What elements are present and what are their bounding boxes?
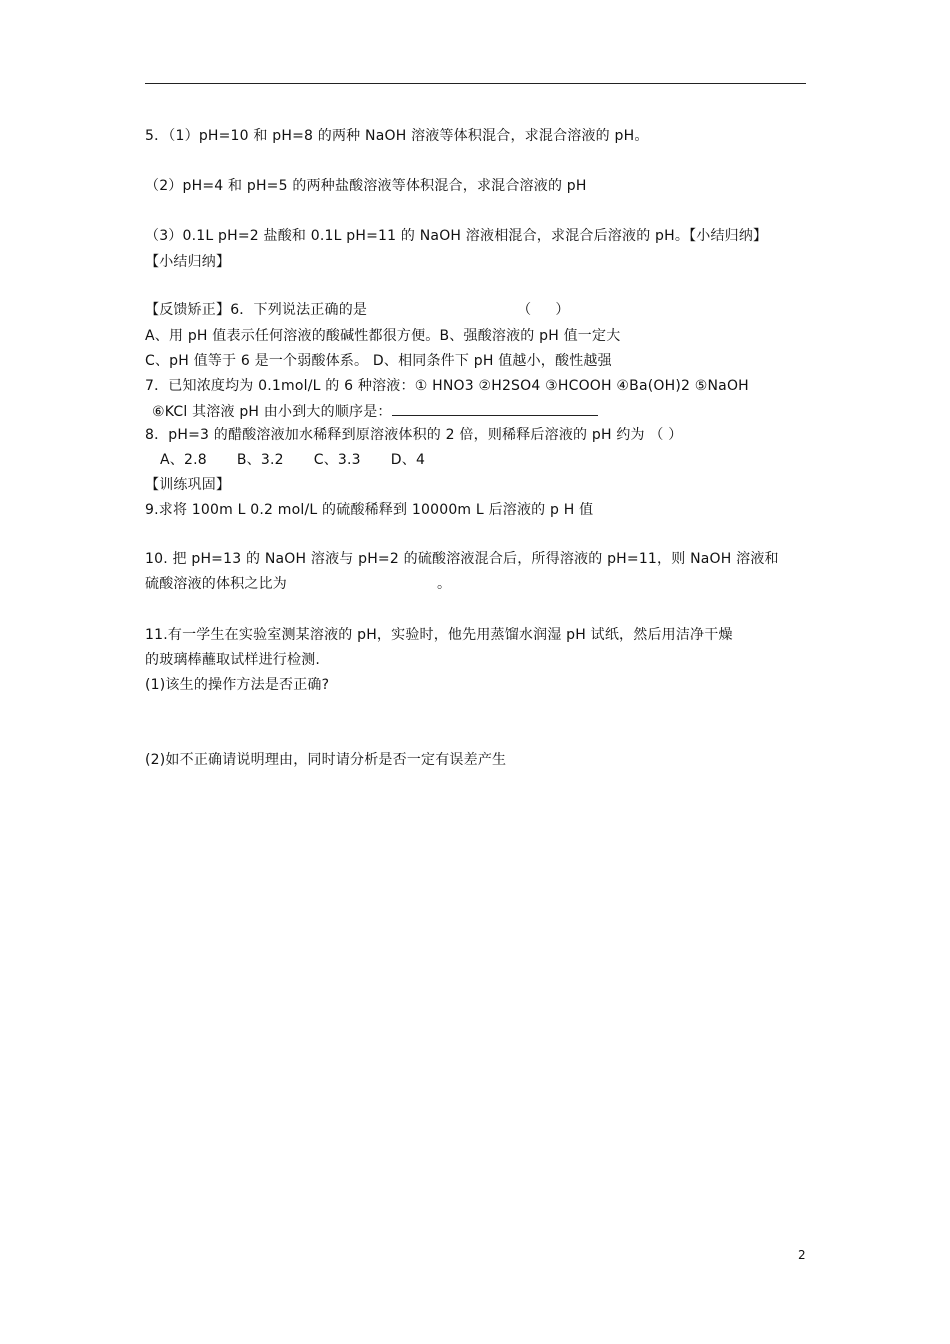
q6-paren-left: （ [517, 302, 532, 318]
q10-line2 [145, 574, 810, 594]
consolidate-heading: 【训练巩固】 [145, 477, 231, 493]
q6-options-ab: A、用 pH 值表示任何溶液的酸碱性都很方便。B、强酸溶液的 pH 值一定大 [145, 328, 621, 344]
q9-text: 9.求将 100m L 0.2 mol/L 的硫酸稀释到 10000m L 后溶液的 p H 值 [145, 502, 594, 518]
q5-part3: （3）0.1L pH=2 盐酸和 0.1L pH=11 的 NaOH 溶液相混合，求混合后溶液的 pH。【小结归纳】 [145, 228, 768, 244]
q6-stem-text: 【反馈矫正】6．下列说法正确的是 [145, 302, 368, 318]
q7-line1: 7．已知浓度均为 0.1mol/L 的 6 种溶液：① HNO3 ②H2SO4 ③HCOOH ④Ba(OH)2 ⑤NaOH [145, 378, 749, 394]
q8-options [160, 450, 825, 470]
q8-option-d: D、4 [390, 452, 426, 468]
q11-sub2: (2)如不正确请说明理由，同时请分析是否一定有误差产生 [145, 752, 507, 768]
q5-part2: （2）pH=4 和 pH=5 的两种盐酸溶液等体积混合，求混合溶液的 pH [145, 178, 587, 194]
q6-stem [145, 300, 810, 320]
q7-answer-blank [392, 401, 598, 416]
q8-option-b: B、3.2 [236, 452, 284, 468]
q11-line1: 11.有一学生在实验室测某溶液的 pH，实验时，他先用蒸馏水润湿 pH 试纸，然后用洁净干燥 [145, 627, 733, 643]
q6-options-cd: C、pH 值等于 6 是一个弱酸体系。 D、相同条件下 pH 值越小，酸性越强 [145, 353, 612, 369]
q10-line2-text: 硫酸溶液的体积之比为 [145, 576, 287, 592]
q10-line2-end: 。 [437, 576, 452, 592]
q8-option-a: A、2.8 [160, 452, 207, 468]
q7-line2-text: ⑥KCl 其溶液 pH 由小到大的顺序是： [152, 404, 392, 420]
q10-line1: 10. 把 pH=13 的 NaOH 溶液与 pH=2 的硫酸溶液混合后，所得溶液的 pH=11，则 NaOH 溶液和 [145, 551, 779, 567]
page-number: 2 [798, 1248, 806, 1262]
q5-summary-heading: 【小结归纳】 [145, 254, 231, 270]
q7-line2 [152, 401, 817, 422]
q11-sub1: (1)该生的操作方法是否正确? [145, 677, 330, 693]
q8-stem: 8．pH=3 的醋酸溶液加水稀释到原溶液体积的 2 倍，则稀释后溶液的 pH 约为 （ ） [145, 427, 683, 443]
q8-option-c: C、3.3 [313, 452, 361, 468]
q5-part1: 5．（1）pH=10 和 pH=8 的两种 NaOH 溶液等体积混合，求混合溶液的 pH。 [145, 128, 649, 144]
q11-line2: 的玻璃棒蘸取试样进行检测. [145, 652, 321, 668]
header-rule [145, 83, 806, 84]
q6-paren-right: ） [555, 302, 570, 318]
